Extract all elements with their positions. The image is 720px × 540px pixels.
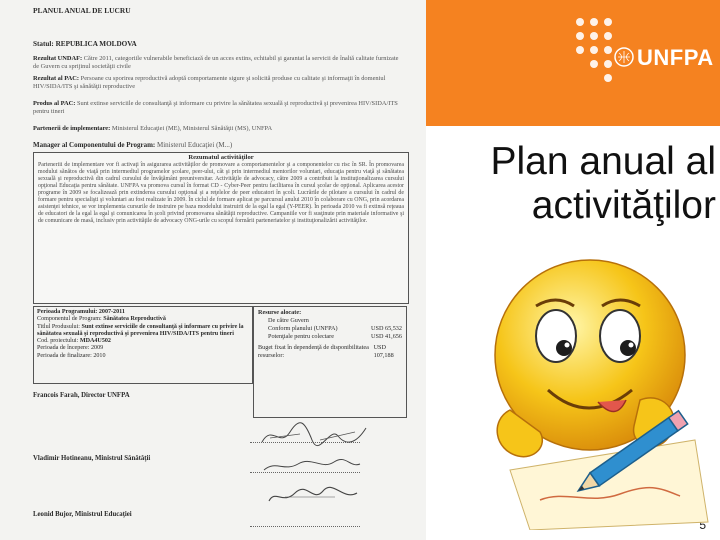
budget-total-label: Buget fixat în dependenţă de disponibilitatea resurselor:: [258, 344, 369, 359]
slide-title: [426, 140, 716, 228]
budget-total-row: [258, 344, 402, 360]
pac-product: [33, 100, 405, 115]
manager-label: Manager al Componentului de Program:: [33, 141, 156, 149]
smiley-writing-illustration: [470, 250, 710, 530]
handwritten-signature: [262, 458, 362, 474]
budget-item: [268, 317, 402, 325]
budget-total-value: USD 107,188: [373, 344, 394, 359]
partners: [33, 125, 405, 133]
undaf-result: [33, 55, 405, 70]
budget-box: [253, 306, 407, 418]
handwritten-signature: [260, 420, 370, 450]
undaf-value: Către 2011, categoriile vulnerabile beneficiază de un acces extins, echitabil şi garantat la servicii de înaltă calitate furnizate de Guvern cu sprijinul societăţii civile: [33, 55, 399, 70]
state-row: [33, 40, 137, 48]
period-label: Perioada Programului:: [37, 309, 98, 315]
budget-item-value: USD 41,656: [371, 333, 402, 340]
component-value: Sănătatea Reproductivă: [103, 316, 166, 323]
budget-item-label: De către Guvern: [268, 317, 309, 324]
period-start: Perioada de începere: 2009: [37, 345, 104, 352]
product-title-label: Titlul Produsului:: [37, 323, 80, 330]
signatory-unfpa: Francois Farah, Director UNFPA: [33, 392, 130, 399]
document-title: PLANUL ANUAL DE LUCRU: [33, 6, 131, 15]
period-end: Perioada de finalizare: 2010: [37, 352, 106, 359]
budget-item: [268, 325, 402, 333]
pac-result: [33, 75, 405, 90]
period-value: 2007-2011: [98, 309, 125, 315]
page-number: 5: [699, 518, 706, 532]
unfpa-logo-band: [426, 0, 720, 126]
program-manager: [33, 141, 232, 149]
summary-body: Parteneriii de implementare vor fi activaţi în asigurarea activităţilor de promovare a comportamentelor şi a componentelor cu risc în SR. În promovarea modului sănătos de viaţă prin intermediul programelor şcolare, peer-ului, cât şi prin intermediul mentorilor voluntari, educaţia pentru viaţă şi sănătatea sexuală şi reproductivă din cadrul cursului de învăţământ preuniversitar. Activităţile de advocacy, către 2009 a contribuit la instituţionalizarea cursului opţional Educaţia pentru sănătate. UNFPA va promova cursul în format CD - Cyber-Peer pentru facilitarea în cursul şcolar de opţional. Aplicarea acestor programe în 2009 se focalizează prin extinderea cursului opţional şi a reţelelor de peer educatori în şcoli. Lucrările de pilotare a cursului în cadrul de formare pentru specialişti şi voluntari au fost realizate în 2009. În ciclul de formare aplicat pe parcursul anului 2010 în colaborare cu ONG, prin acordarea asistenţei tehnice, se vor implementa cursurile de instruire pe baza modelului instruirii de la egal la egal (Y-PEER). În perioada 2010 va fi extinsă reţeaua de educatori de la egal la egal şi comunicarea în şcoli privind promovarea sănătăţii reproductive. Campaniile vor fi susţinute prin materiale informative şi de comunicare de masă, inclusiv prin activităţile de advocacy ONG-urile cu scopul formării parteneriatelor şi instituţionalizării activităţilor.: [38, 162, 404, 224]
summary-heading: Rezumatul activităţilor: [188, 154, 254, 161]
budget-item-value: USD 65,532: [371, 325, 402, 332]
signature-line: [250, 526, 360, 527]
budget-heading: Resurse alocate:: [258, 309, 302, 316]
budget-item: [268, 333, 402, 341]
product-value: Sunt extinse serviciile de consultanţă şi informare cu privire la sănătatea sexuală şi reproductivă şi prevenirea HIV/SIDA/ITS pentru tineri: [33, 100, 398, 115]
pac-label: Rezultat al PAC:: [33, 75, 80, 82]
budget-item-label: Conform planului (UNFPA): [268, 325, 338, 332]
program-period-box: [33, 306, 253, 384]
project-code-label: Cod. proiectului:: [37, 338, 79, 345]
slide-title-line-2: activităţilor: [531, 184, 716, 227]
handwritten-signature: [265, 485, 360, 507]
budget-list: [258, 317, 402, 341]
partners-label: Partenerii de implementare:: [33, 125, 111, 132]
signatory-education: Leonid Bujor, Ministrul Educaţiei: [33, 511, 132, 518]
pac-value: Persoane cu sporirea reproductivă adoptă comportamente sigure şi solicită produse cu calitate şi informaţii în domeniul HIV/SIDA/ITS şi sănătăţii reproductive: [33, 75, 386, 90]
product-title-value: Sunt extinse serviciile de consultanţă şi informare cu privire la sănătatea sexuală şi reproductivă şi prevenirea HIV/SIDA/ITS pentru tineri: [37, 323, 244, 337]
manager-value: Ministerul Educaţiei (M...): [157, 141, 233, 149]
component-label: Componentul de Program:: [37, 316, 102, 323]
state-label: Statul:: [33, 40, 54, 48]
partners-value: Ministerul Educaţiei (ME), Ministerul Sănătăţii (MS), UNFPA: [111, 125, 273, 132]
unfpa-logo-text: UNFPA: [637, 45, 714, 70]
signatory-health: Vladimir Hotineanu, Ministrul Sănătăţii: [33, 455, 151, 462]
state-value: REPUBLICA MOLDOVA: [55, 40, 137, 48]
undaf-label: Rezultat UNDAF:: [33, 55, 83, 62]
activities-summary-box: [33, 152, 409, 304]
budget-item-label: Potenţiale pentru colectare: [268, 333, 334, 340]
product-label: Produs al PAC:: [33, 100, 76, 107]
project-code-value: MDA4U502: [79, 338, 111, 345]
slide-title-line-1: Plan anual al: [490, 140, 716, 183]
